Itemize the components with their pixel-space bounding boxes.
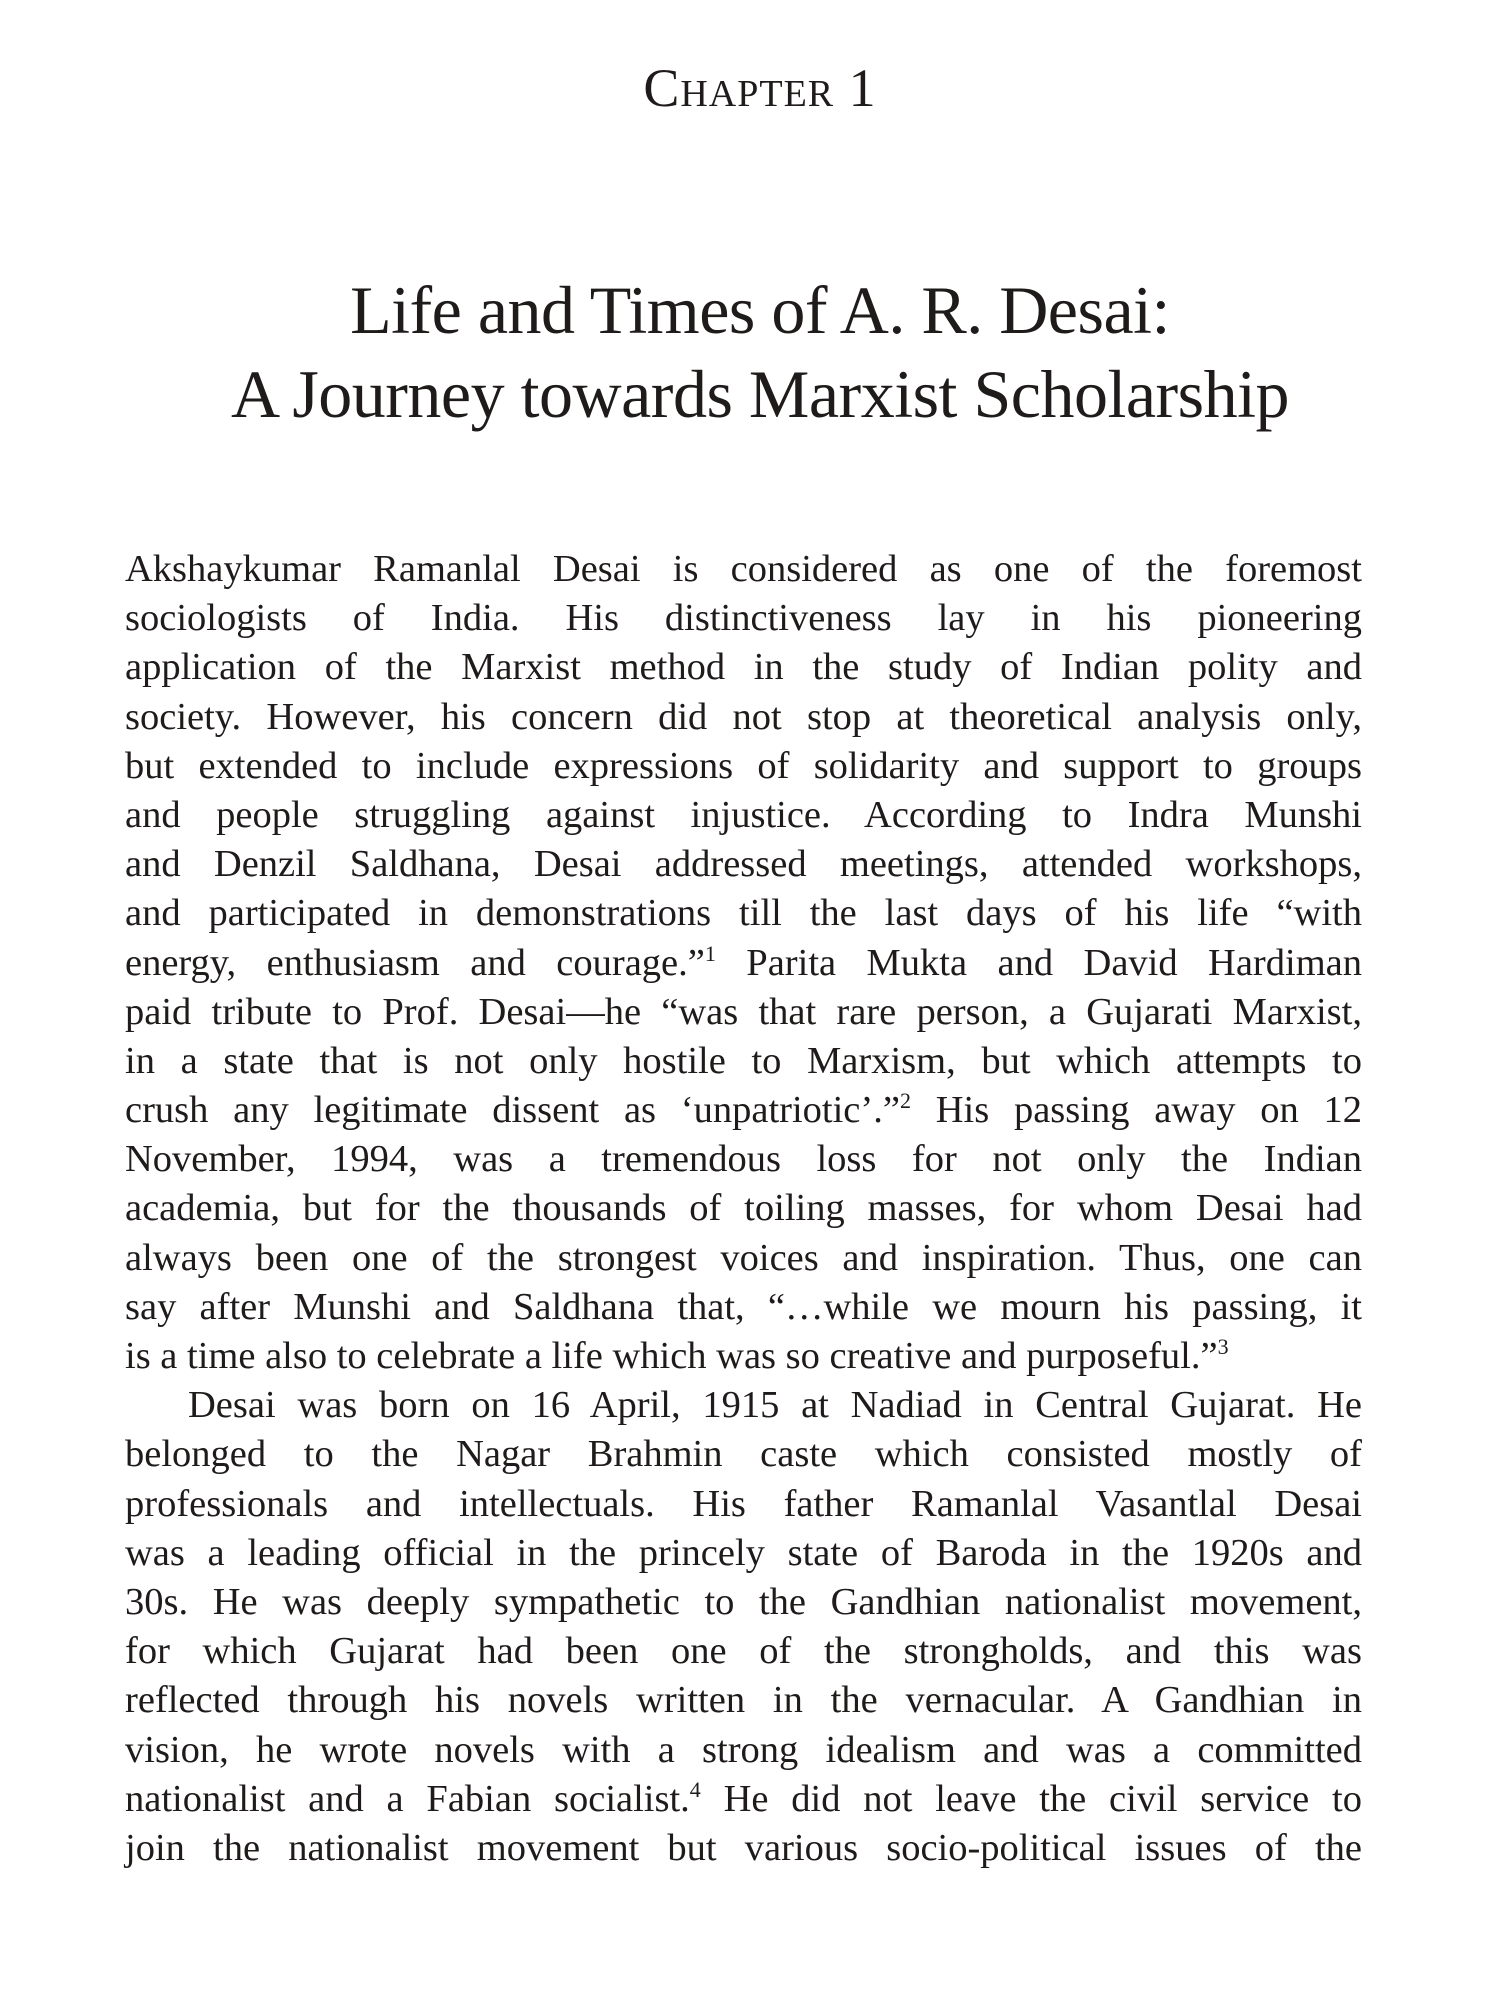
text-line xyxy=(125,939,1362,988)
line-text xyxy=(125,1775,1362,1824)
text-line xyxy=(125,1726,1362,1775)
paragraph-1 xyxy=(125,545,1362,1381)
line-text: application of the Marxist method in the study of Indian polity and xyxy=(125,646,1362,689)
text-line xyxy=(125,1627,1362,1676)
line-text: for which Gujarat had been one of the strongholds, and this was xyxy=(125,1630,1362,1673)
line-text: society. However, his concern did not stop at theoretical analysis only, xyxy=(125,695,1362,738)
text-line xyxy=(125,545,1362,594)
line-text: was a leading official in the princely state of Baroda in the 1920s and xyxy=(125,1531,1362,1574)
line-text: in a state that is not only hostile to Marxism, but which attempts to xyxy=(125,1039,1362,1082)
text-line xyxy=(125,1135,1362,1184)
text-line xyxy=(125,1824,1362,1873)
line-text: say after Munshi and Saldhana that, “…while we mourn his passing, it xyxy=(125,1285,1362,1328)
text-line xyxy=(125,889,1362,938)
line-text-pre: crush any legitimate dissent as ‘unpatriotic’.” xyxy=(125,1089,900,1132)
text-line xyxy=(125,1480,1362,1529)
chapter-label: Chapter 1 xyxy=(643,58,877,118)
line-text-pre: is a time also to celebrate a life which was so creative and purposeful.” xyxy=(125,1335,1218,1377)
text-line xyxy=(125,594,1362,643)
line-text: and participated in demonstrations till the last days of his life “with xyxy=(125,892,1362,935)
line-text: join the nationalist movement but various socio-political issues of the xyxy=(125,1826,1362,1869)
line-text: Desai was born on 16 April, 1915 at Nadiad in Central Gujarat. He xyxy=(188,1384,1362,1427)
text-line xyxy=(125,1086,1362,1135)
chapter-title-line-1: Life and Times of A. R. Desai: xyxy=(350,272,1170,348)
line-text: and people struggling against injustice. According to Indra Munshi xyxy=(125,793,1362,836)
footnote-ref-4[interactable]: 4 xyxy=(689,1776,701,1802)
line-text: academia, but for the thousands of toiling masses, for whom Desai had xyxy=(125,1187,1362,1230)
line-text-pre: energy, enthusiasm and courage.” xyxy=(125,941,705,984)
line-text: sociologists of India. His distinctiveness lay in his pioneering xyxy=(125,597,1362,640)
line-text: paid tribute to Prof. Desai—he “was that rare person, a Gujarati Marxist, xyxy=(125,990,1362,1033)
text-line xyxy=(125,643,1362,692)
line-text xyxy=(125,939,1362,988)
chapter-title-line-2: A Journey towards Marxist Scholarship xyxy=(230,356,1290,432)
footnote-ref-3[interactable]: 3 xyxy=(1217,1334,1229,1359)
text-line xyxy=(125,791,1362,840)
body-text xyxy=(125,545,1362,1873)
line-text: belonged to the Nagar Brahmin caste which consisted mostly of xyxy=(125,1433,1362,1476)
text-line xyxy=(125,1381,1362,1430)
line-text: professionals and intellectuals. His father Ramanlal Vasantlal Desai xyxy=(125,1482,1362,1525)
line-text xyxy=(125,1332,1362,1381)
line-text-post: He did not leave the civil service to xyxy=(700,1777,1362,1820)
text-line xyxy=(125,1775,1362,1824)
line-text-pre: nationalist and a Fabian socialist. xyxy=(125,1777,690,1820)
line-text: November, 1994, was a tremendous loss for not only the Indian xyxy=(125,1138,1362,1181)
text-line xyxy=(125,693,1362,742)
line-text: vision, he wrote novels with a strong idealism and was a committed xyxy=(125,1728,1362,1771)
footnote-ref-1[interactable]: 1 xyxy=(704,940,716,966)
text-line xyxy=(125,988,1362,1037)
text-line xyxy=(125,1234,1362,1283)
line-text: reflected through his novels written in the vernacular. A Gandhian in xyxy=(125,1679,1362,1722)
paragraph-2 xyxy=(125,1381,1362,1873)
text-line xyxy=(125,1332,1362,1381)
text-line xyxy=(125,1578,1362,1627)
text-line xyxy=(125,1529,1362,1578)
line-text-post: His passing away on 12 xyxy=(910,1089,1362,1132)
text-line xyxy=(125,742,1362,791)
text-line xyxy=(125,1037,1362,1086)
line-text xyxy=(125,1086,1362,1135)
line-text: and Denzil Saldhana, Desai addressed meetings, attended workshops, xyxy=(125,843,1362,886)
line-text: Akshaykumar Ramanlal Desai is considered as one of the foremost xyxy=(125,548,1362,590)
line-text: but extended to include expressions of solidarity and support to groups xyxy=(125,744,1362,787)
footnote-ref-2[interactable]: 2 xyxy=(899,1088,911,1114)
text-line xyxy=(125,1184,1362,1233)
line-text: 30s. He was deeply sympathetic to the Gandhian nationalist movement, xyxy=(125,1580,1362,1623)
text-line xyxy=(125,840,1362,889)
text-line xyxy=(125,1283,1362,1332)
line-text-post: Parita Mukta and David Hardiman xyxy=(715,941,1362,984)
text-line xyxy=(125,1676,1362,1725)
line-text: always been one of the strongest voices and inspiration. Thus, one can xyxy=(125,1236,1362,1279)
text-line xyxy=(125,1430,1362,1479)
chapter-title xyxy=(0,268,1500,436)
